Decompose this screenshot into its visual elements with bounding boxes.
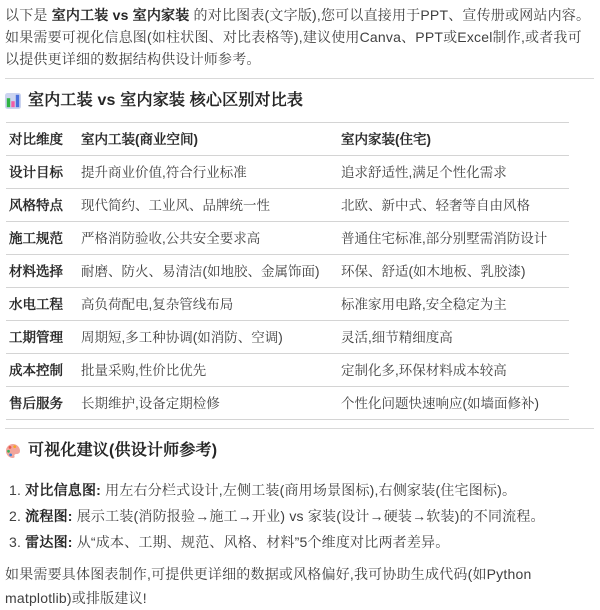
section-title: 室内工装 vs 室内家装 核心区别对比表 (28, 92, 304, 109)
row-header: 施工规范 (6, 222, 78, 255)
intro-paragraph (5, 4, 594, 70)
list-item-label: 雷达图: (25, 534, 73, 550)
row-header: 材料选择 (6, 255, 78, 288)
table-cell: 标准家用电路,安全稳定为主 (338, 288, 569, 321)
row-header: 售后服务 (6, 387, 78, 420)
list-number: 3. (9, 534, 26, 550)
outro-paragraph: 如果需要具体图表制作,可提供更详细的数据或风格偏好,我可协助生成代码(如Python matplotlib)或排版建议! (5, 566, 532, 606)
intro-text: 的对比图表(文字版),您可以直接用于PPT、宣传册或网站内容。如果需要可视化信息图(如柱状图、对比表格等),建议使用Canva、PPT或Excel制作,或者我可以提供更详细的数据结构供设计师参考。 (5, 7, 591, 67)
table-cell: 环保、舒适(如木地板、乳胶漆) (338, 255, 569, 288)
list-item-label: 流程图: (25, 508, 73, 524)
row-header: 成本控制 (6, 354, 78, 387)
list-item-text: 用左右分栏式设计,左侧工装(商用场景图标),右侧家装(住宅图标)。 (101, 482, 517, 498)
table-cell: 北欧、新中式、轻奢等自由风格 (338, 189, 569, 222)
section-divider (5, 78, 594, 79)
table-row (6, 288, 569, 321)
bar-chart-icon (5, 93, 21, 109)
visual-suggestions-heading (5, 442, 594, 460)
list-item (9, 503, 594, 529)
table-cell: 周期短,多工种协调(如消防、空调) (78, 321, 338, 354)
table-row (6, 222, 569, 255)
table-cell: 高负荷配电,复杂管线布局 (78, 288, 338, 321)
table-cell: 个性化问题快速响应(如墙面修补) (338, 387, 569, 420)
list-number: 2. (9, 508, 26, 524)
table-cell: 批量采购,性价比优先 (78, 354, 338, 387)
list-item (9, 477, 594, 503)
row-header: 风格特点 (6, 189, 78, 222)
table-cell: 灵活,细节精细度高 (338, 321, 569, 354)
suggestion-list (5, 477, 594, 555)
table-row (6, 156, 569, 189)
table-cell: 长期维护,设备定期检修 (78, 387, 338, 420)
table-header-row (6, 123, 569, 156)
list-item-text: 展示工装(消防报验→施工→开业) vs 家装(设计→硬装→软装)的不同流程。 (72, 508, 545, 524)
table-cell: 定制化多,环保材料成本较高 (338, 354, 569, 387)
palette-icon (5, 443, 21, 459)
list-item-text: 从“成本、工期、规范、风格、材料”5个维度对比两者差异。 (72, 534, 450, 550)
table-cell: 提升商业价值,符合行业标准 (78, 156, 338, 189)
table-cell: 普通住宅标准,部分别墅需消防设计 (338, 222, 569, 255)
table-row (6, 354, 569, 387)
row-header: 设计目标 (6, 156, 78, 189)
column-header: 对比维度 (6, 123, 78, 156)
column-header: 室内家装(住宅) (338, 123, 569, 156)
table-cell: 严格消防验收,公共安全要求高 (78, 222, 338, 255)
chat-message-content (0, 4, 600, 610)
row-header: 水电工程 (6, 288, 78, 321)
table-row (6, 321, 569, 354)
section-divider (5, 428, 594, 429)
list-number: 1. (9, 482, 26, 498)
row-header: 工期管理 (6, 321, 78, 354)
table-cell: 追求舒适性,满足个性化需求 (338, 156, 569, 189)
comparison-table (6, 122, 569, 420)
table-cell: 现代简约、工业风、品牌统一性 (78, 189, 338, 222)
list-item (9, 529, 594, 555)
table-row (6, 255, 569, 288)
table-row (6, 189, 569, 222)
comparison-table-heading (5, 92, 594, 110)
list-item-label: 对比信息图: (25, 482, 102, 498)
intro-text: 以下是 (5, 7, 52, 23)
section-title: 可视化建议(供设计师参考) (28, 442, 218, 459)
table-row (6, 387, 569, 420)
intro-bold-text: 室内工装 vs 室内家装 (51, 7, 190, 23)
table-cell: 耐磨、防火、易清洁(如地胶、金属饰面) (78, 255, 338, 288)
column-header: 室内工装(商业空间) (78, 123, 338, 156)
